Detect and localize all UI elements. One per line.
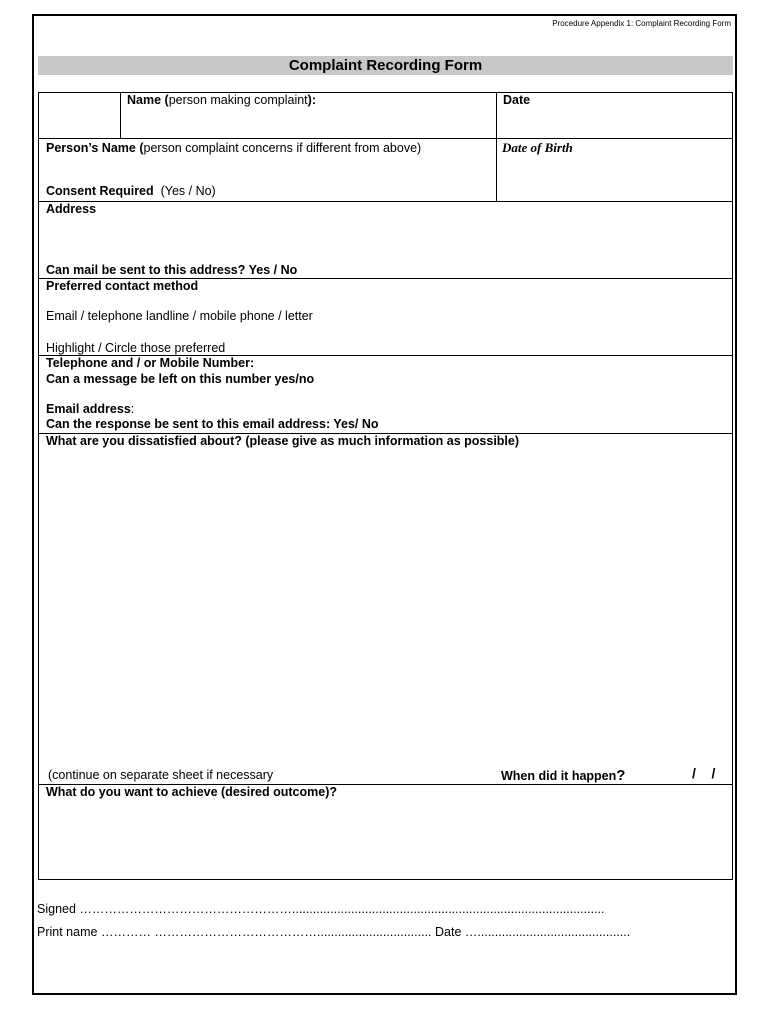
contact-options: Email / telephone landline / mobile phone / letter [46,309,313,323]
outcome-cell[interactable] [38,784,733,880]
address-label: Address [46,202,97,216]
continue-note: (continue on separate sheet if necessary [48,768,274,782]
address-cell[interactable] [38,201,733,279]
dissatisfied-label: What are you dissatisfied about? (please give as much information as possible) [46,434,520,448]
email-label: Email address: [46,402,135,416]
phone-email-cell[interactable] [38,355,733,434]
person-name-cell[interactable] [38,138,497,202]
dissatisfied-cell[interactable] [38,433,733,785]
blank-cell[interactable] [38,92,121,139]
date-cell[interactable] [496,92,733,139]
form-title: Complaint Recording Form [38,56,733,75]
contact-cell[interactable] [38,278,733,356]
signed-line[interactable]: Signed …………………………………………….......................................................................................... [37,902,605,916]
contact-hint: Highlight / Circle those preferred [46,341,226,355]
phone-label: Telephone and / or Mobile Number: [46,356,255,370]
message-question: Can a message be left on this number yes/no [46,372,315,386]
when-label: When did it happen? [501,767,626,784]
contact-label: Preferred contact method [46,279,199,293]
email-question: Can the response be sent to this email address: Yes/ No [46,417,379,431]
name-cell[interactable] [120,92,497,139]
outcome-label: What do you want to achieve (desired outcome)? [46,785,338,799]
header-note: Procedure Appendix 1: Complaint Recording Form [552,19,731,28]
name-label: Name (person making complaint): [127,93,316,107]
print-name-line[interactable]: Print name ………… …………………………………................................. Date …............................................ [37,925,631,939]
date-label: Date [503,93,531,107]
page-border [32,14,737,995]
consent-required: Consent Required (Yes / No) [46,184,216,198]
dob-label: Date of Birth [502,140,573,155]
person-name-label: Person’s Name (person complaint concerns if different from above) [46,141,422,155]
mail-question: Can mail be sent to this address? Yes / No [46,263,298,277]
dob-cell[interactable] [496,138,733,202]
date-slashes: / / [692,765,716,781]
